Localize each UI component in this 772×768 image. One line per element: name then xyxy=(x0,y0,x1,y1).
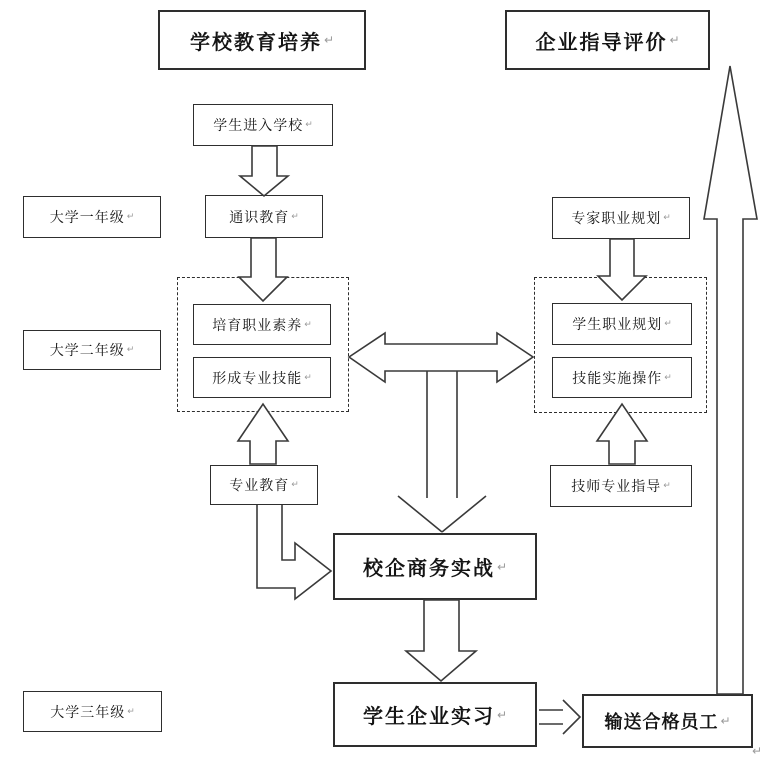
node-label: 输送合格员工 xyxy=(604,712,719,733)
return-mark-icon: ↵ xyxy=(304,319,312,330)
node-label: 学生企业实习 xyxy=(362,704,495,728)
return-mark-icon: ↵ xyxy=(752,744,763,758)
arrow-down-center-to-business-icon xyxy=(398,371,486,532)
return-mark-icon: ↵ xyxy=(126,212,135,222)
node-students-enter-school xyxy=(193,104,333,146)
arrow-up-qualified-to-enterprise-icon xyxy=(704,66,757,694)
label-university-year1 xyxy=(23,196,161,238)
arrow-down-enter-to-general-icon xyxy=(240,146,288,196)
return-mark-icon: ↵ xyxy=(496,707,508,722)
return-mark-icon: ↵ xyxy=(669,33,680,47)
return-mark-icon: ↵ xyxy=(291,211,299,222)
node-technician-guidance xyxy=(550,465,692,507)
header-school-label: 学校教育培养 xyxy=(189,29,322,54)
return-mark-icon: ↵ xyxy=(127,706,135,717)
arrow-right-internship-to-qualified-icon xyxy=(539,700,580,734)
arrow-double-horizontal-icon xyxy=(349,333,533,382)
return-mark-icon: ↵ xyxy=(305,120,313,130)
node-school-enterprise-business-practice xyxy=(333,533,537,600)
return-mark-icon: ↵ xyxy=(664,319,672,329)
return-mark-icon: ↵ xyxy=(126,345,135,355)
arrow-up-technician-guidance-icon xyxy=(597,404,647,464)
node-label: 技师专业指导 xyxy=(571,479,662,495)
return-mark-icon: ↵ xyxy=(664,372,672,383)
node-label: 校企商务实战 xyxy=(362,556,495,580)
node-skill-implementation xyxy=(552,357,692,398)
node-expert-career-planning xyxy=(552,197,690,239)
node-label: 专家职业规划 xyxy=(571,211,662,227)
arrow-down-business-to-internship-icon xyxy=(406,600,476,681)
return-mark-icon: ↵ xyxy=(304,372,312,383)
return-mark-icon: ↵ xyxy=(496,559,508,574)
arrow-up-professional-education-icon xyxy=(238,404,288,464)
node-label: 培育职业素养 xyxy=(212,317,303,334)
node-label: 学生职业规划 xyxy=(572,317,663,333)
node-label: 通识教育 xyxy=(229,209,290,226)
year3-label: 大学三年级 xyxy=(50,704,126,721)
node-deliver-qualified-employees xyxy=(582,694,753,748)
node-cultivate-professional-quality xyxy=(193,304,331,345)
node-label: 技能实施操作 xyxy=(572,370,663,387)
node-form-professional-skills xyxy=(193,357,331,398)
header-school-education xyxy=(158,10,366,70)
arrow-bent-professional-to-business-icon xyxy=(257,505,331,599)
node-professional-education xyxy=(210,465,318,505)
label-university-year3 xyxy=(23,691,162,732)
node-student-career-planning xyxy=(552,303,692,345)
node-general-education xyxy=(205,195,323,238)
header-enterprise-label: 企业指导评价 xyxy=(535,29,668,54)
node-label: 学生进入学校 xyxy=(213,118,304,134)
header-enterprise-guidance xyxy=(505,10,710,70)
node-student-enterprise-internship xyxy=(333,682,537,747)
return-mark-icon: ↵ xyxy=(291,480,299,490)
node-label: 专业教育 xyxy=(229,478,290,494)
return-mark-icon: ↵ xyxy=(663,213,671,223)
label-university-year2 xyxy=(23,330,161,370)
return-mark-icon: ↵ xyxy=(323,33,335,47)
year1-label: 大学一年级 xyxy=(49,210,125,226)
return-mark-icon: ↵ xyxy=(720,714,731,728)
node-label: 形成专业技能 xyxy=(212,370,303,387)
year2-label: 大学二年级 xyxy=(49,343,125,359)
return-mark-icon: ↵ xyxy=(663,481,671,491)
